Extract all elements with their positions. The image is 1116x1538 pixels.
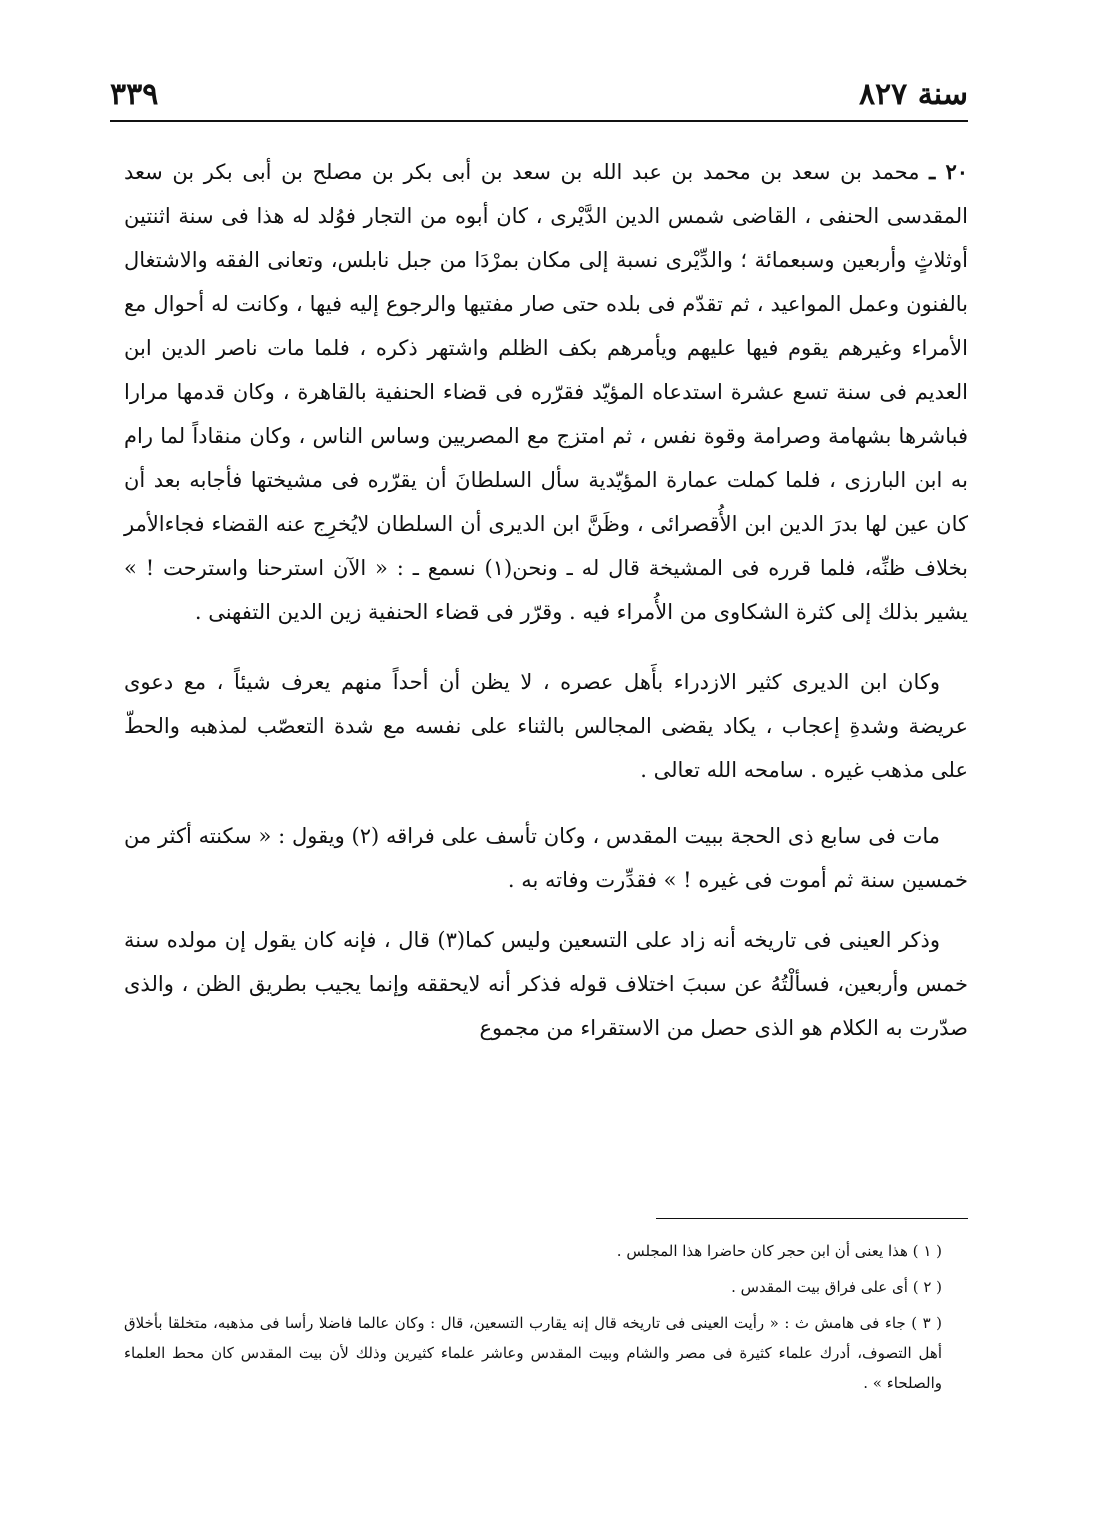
entry-number: ٢٠ ـ [929, 159, 968, 184]
paragraph-2: وكان ابن الديرى كثير الازدراء بأَهل عصره ، لا يظن أن أحداً منهم يعرف شيئاً ، مع دعوى عريضة وشدةِ إعجاب ، يكاد يقضى المجالس بالثناء على نفسه مع شدة التعصّب لمذهبه والحطّ على مذهب غيره . سامحه الله تعالى . [124, 670, 968, 782]
main-text [124, 150, 968, 1050]
page-number: ٣٣٩ [110, 77, 159, 112]
footnotes [124, 1236, 968, 1398]
running-title: سنة ٨٢٧ [858, 77, 968, 112]
paragraph-entry-20 [124, 150, 968, 634]
footnote-1: ( ١ ) هذا يعنى أن ابن حجر كان حاضرا هذا المجلس . [616, 1242, 942, 1260]
footnote-2: ( ٢ ) أى على فراق بيت المقدس . [731, 1278, 942, 1296]
paragraph-3: مات فى سابع ذى الحجة ببيت المقدس ، وكان تأسف على فراقه (٢) ويقول : « سكنته أكثر من خمسين سنة ثم أموت فى غيره ! » فقدِّرت وفاته به . [124, 824, 968, 892]
header-rule [110, 120, 968, 122]
paragraph-1-text: محمد بن سعد بن محمد بن عبد الله بن سعد بن أبى بكر بن مصلح بن أبى بكر بن سعد المقدسى الحنفى ، القاضى شمس الدين الدَّيْرى ، كان أبوه من التجار فوُلد له هذا فى سنة اثنتين أوثلاثٍ وأربعين وسبعمائة ؛ والدِّيْرى نسبة إلى مكان بمرْدَا من جبل نابلس، وتعانى الفقه والاشتغال بالفنون وعمل المواعيد ، ثم تقدّم فى بلده حتى صار مفتيها والرجوع إليه فيها ، وكانت له أحوال مع الأمراء وغيرهم يقوم فيها عليهم ويأمرهم بكف الظلم واشتهر ذكره ، فلما مات ناصر الدين ابن العديم فى سنة تسع عشرة استدعاه المؤيّد فقرّره فى قضاء الحنفية بالقاهرة ، وكان قدمها مرارا فباشرها بشهامة وصرامة وقوة نفس ، ثم امتزج مع المصريين وساس الناس ، وكان منقاداً لما رام به ابن البارزى ، فلما كملت عمارة المؤيّدية سأل السلطانَ أن يقرّره فى مشيختها فأجابه بعد أن كان عين لها بدرَ الدين ابن الأُقصرائى ، وظَنَّ ابن الديرى أن السلطان لايُخرِج عنه القضاء فجاءالأمر بخلاف ظنِّه، فلما قرره فى المشيخة قال له ـ ونحن(١) نسمع ـ : « الآن استرحنا واسترحت ! » يشير بذلك إلى كثرة الشكاوى من الأُمراء فيه . وقرّر فى قضاء الحنفية زين الدين التفهنى . [124, 160, 968, 624]
footnote-rule [656, 1218, 968, 1219]
paragraph-4: وذكر العينى فى تاريخه أنه زاد على التسعين وليس كما(٣) قال ، فإنه كان يقول إن مولده سنة خمس وأربعين، فسألْتُهُ عن سببَ اختلاف قوله فذكر أنه لايحققه وإنما يجيب بطريق الظن ، والذى صدّرت به الكلام هو الذى حصل من الاستقراء من مجموع [124, 928, 968, 1040]
page-header [110, 72, 968, 112]
footnote-3: ( ٣ ) جاء فى هامش ث : « رأيت العينى فى تاريخه قال إنه يقارب التسعين، قال : وكان عالما فاضلا رأسا فى مذهبه، متخلقا بأخلاق أهل التصوف، أدرك علماء كثيرة فى مصر والشام وبيت المقدس وعاشر علماء كثيرين وذلك لأن بيت المقدس كان محط العلماء والصلحاء » . [124, 1314, 942, 1392]
